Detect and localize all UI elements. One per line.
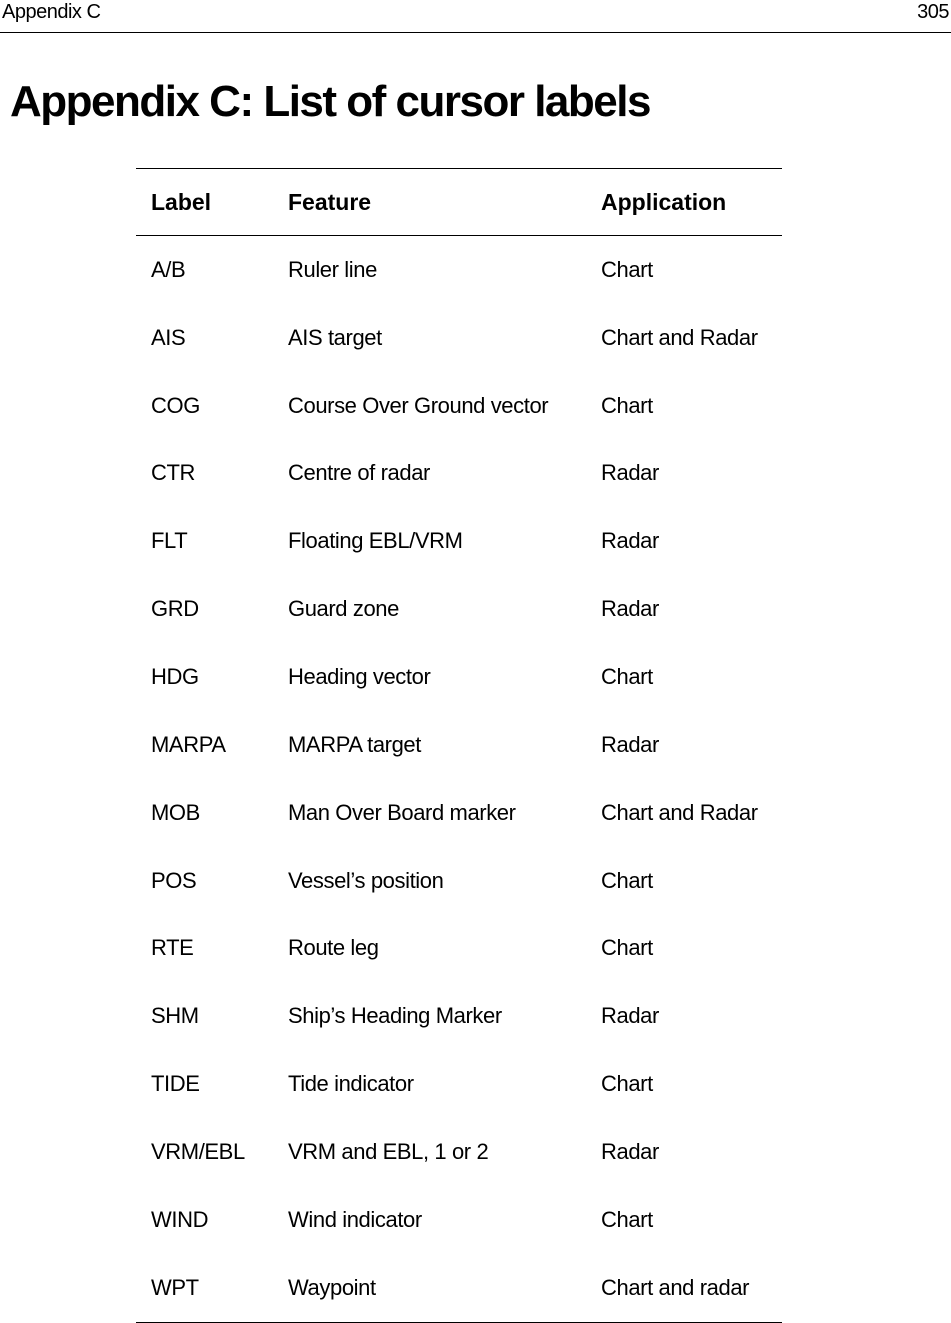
table-row bbox=[136, 711, 782, 779]
cell-application: Chart bbox=[601, 1206, 653, 1232]
cell-feature: Route leg bbox=[288, 935, 379, 961]
table-row bbox=[136, 643, 782, 711]
cell-feature: Floating EBL/VRM bbox=[288, 528, 463, 554]
cell-application: Radar bbox=[601, 731, 659, 757]
table-row bbox=[136, 507, 782, 575]
cell-label: FLT bbox=[151, 528, 188, 554]
cell-feature: Waypoint bbox=[288, 1274, 376, 1300]
cell-label: COG bbox=[151, 392, 200, 418]
cell-application: Chart bbox=[601, 663, 653, 689]
cell-label: POS bbox=[151, 867, 197, 893]
cell-label: WIND bbox=[151, 1206, 209, 1232]
cell-feature: MARPA target bbox=[288, 731, 421, 757]
column-header-application: Application bbox=[601, 188, 727, 215]
cell-application: Radar bbox=[601, 460, 659, 486]
cursor-labels-table-container bbox=[136, 168, 782, 1323]
cell-label: A/B bbox=[151, 256, 186, 282]
table-header bbox=[136, 169, 782, 236]
cell-feature: AIS target bbox=[288, 324, 382, 350]
table-row bbox=[136, 982, 782, 1050]
table-row bbox=[136, 304, 782, 372]
cell-feature: Ruler line bbox=[288, 256, 377, 282]
cell-label: RTE bbox=[151, 935, 194, 961]
cell-feature: Wind indicator bbox=[288, 1206, 422, 1232]
table-row bbox=[136, 1186, 782, 1254]
cell-label: MOB bbox=[151, 799, 200, 825]
running-header bbox=[0, 0, 951, 33]
cell-feature: Guard zone bbox=[288, 596, 399, 622]
cell-label: HDG bbox=[151, 663, 199, 689]
column-header-label: Label bbox=[151, 188, 212, 215]
table-row bbox=[136, 236, 782, 304]
cell-feature: Centre of radar bbox=[288, 460, 430, 486]
cell-application: Radar bbox=[601, 1138, 659, 1164]
cell-feature: VRM and EBL, 1 or 2 bbox=[288, 1138, 489, 1164]
table-row bbox=[136, 1050, 782, 1118]
table-row bbox=[136, 1118, 782, 1186]
cell-application: Chart and radar bbox=[601, 1274, 750, 1300]
table-row bbox=[136, 1254, 782, 1322]
page-number: 305 bbox=[917, 1, 949, 23]
section-name: Appendix C bbox=[2, 1, 101, 23]
cell-label: GRD bbox=[151, 596, 199, 622]
cell-application: Chart and Radar bbox=[601, 324, 758, 350]
cell-feature: Heading vector bbox=[288, 663, 431, 689]
cell-feature: Vessel’s position bbox=[288, 867, 444, 893]
table-row bbox=[136, 847, 782, 915]
table-row bbox=[136, 914, 782, 982]
table-body bbox=[136, 236, 782, 1323]
cell-label: CTR bbox=[151, 460, 196, 486]
cell-label: VRM/EBL bbox=[151, 1138, 245, 1164]
cursor-labels-table bbox=[136, 168, 782, 1323]
table-row bbox=[136, 440, 782, 508]
cell-label: MARPA bbox=[151, 731, 226, 757]
cell-application: Chart bbox=[601, 256, 653, 282]
column-header-feature: Feature bbox=[288, 188, 372, 215]
page-title: Appendix C: List of cursor labels bbox=[10, 77, 650, 126]
cell-application: Radar bbox=[601, 1003, 659, 1029]
table-header-row bbox=[136, 169, 782, 236]
cell-feature: Ship’s Heading Marker bbox=[288, 1003, 502, 1029]
cell-application: Chart bbox=[601, 935, 653, 961]
cell-label: WPT bbox=[151, 1274, 199, 1300]
cell-label: SHM bbox=[151, 1003, 199, 1029]
table-row bbox=[136, 575, 782, 643]
table-row bbox=[136, 372, 782, 440]
cell-application: Chart bbox=[601, 392, 653, 418]
cell-label: TIDE bbox=[151, 1071, 200, 1097]
cell-feature: Tide indicator bbox=[288, 1071, 414, 1097]
cell-feature: Man Over Board marker bbox=[288, 799, 516, 825]
cell-label: AIS bbox=[151, 324, 186, 350]
cell-application: Radar bbox=[601, 528, 659, 554]
table-row bbox=[136, 779, 782, 847]
cell-application: Radar bbox=[601, 596, 659, 622]
cell-application: Chart bbox=[601, 867, 653, 893]
cell-application: Chart bbox=[601, 1071, 653, 1097]
cell-application: Chart and Radar bbox=[601, 799, 758, 825]
cell-feature: Course Over Ground vector bbox=[288, 392, 549, 418]
